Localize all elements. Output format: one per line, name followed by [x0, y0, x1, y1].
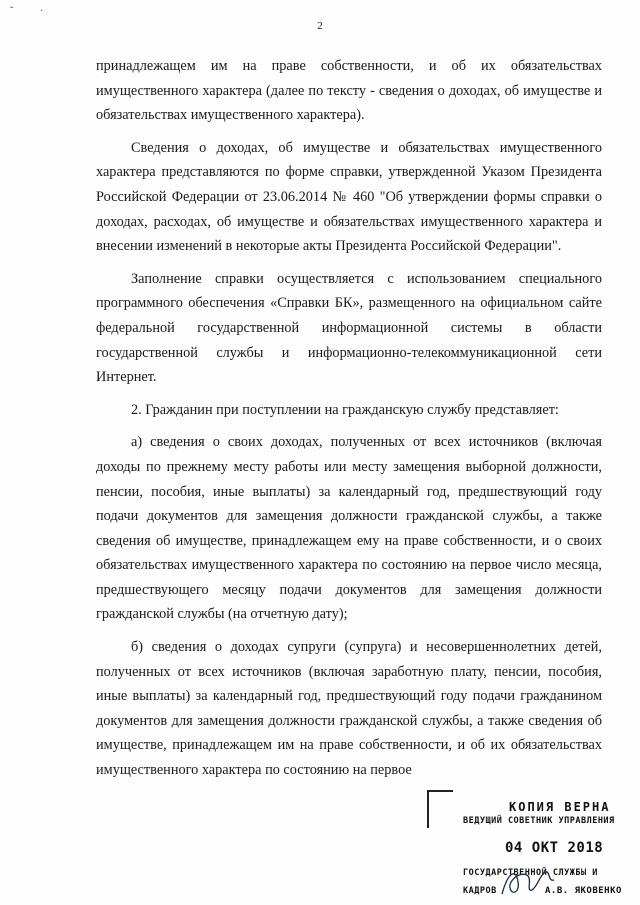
scan-speck: ·: [40, 6, 44, 17]
page-number: 2: [317, 20, 323, 32]
paragraph-clause-2: 2. Гражданин при поступлении на гражданскую службу представляет:: [131, 401, 559, 418]
stamp-department-2: КАДРОВ: [463, 886, 497, 896]
stamp-title: КОПИЯ ВЕРНА: [509, 800, 611, 814]
scan-speck: ˇ: [10, 6, 14, 17]
paragraph-continuation: принадлежащем им на праве собственности, и об их обязательствах имущественного характера (далее по тексту - сведения о доходах, об имуществе и обязательствах имущественного характера).: [96, 58, 602, 124]
paragraph-item-a: а) сведения о своих доходах, полученных от всех источников (включая доходы по прежнему месту работы или месту замещения выборной должности, пенсии, пособия, иные выплаты) за календарный год, предшествующий году подачи документов для замещения должности гражданской службы, а также сведения об имуществе, принадлежащем ему на праве собственности, и о своих обязательствах имущественного характера по состоянию на первое число месяца, предшествующего месяцу подачи документов для замещения должности гражданской службы (на отчетную дату);: [96, 434, 602, 623]
handwritten-signature: [498, 862, 558, 902]
paragraph-software: Заполнение справки осуществляется с использованием специального программного обеспечения «Справки БК», размещенного на официальном сайте федеральной государственной информационной системы в области государственной службы и информационно-телекоммуникационной сети Интернет.: [96, 270, 602, 386]
paragraph-form-reference: Сведения о доходах, об имуществе и обязательствах имущественного характера представляются по форме справки, утвержденной Указом Президента Российской Федерации от 23.06.2014 № 460 "Об утверждении формы справки о доходах, расходах, об имуществе и обязательствах имущественного характера и внесении изменений в некоторые акты Президента Российской Федерации".: [96, 139, 602, 255]
stamp-department: ГОСУДАРСТВЕННОЙ СЛУЖБЫ И: [463, 868, 598, 878]
paragraph-item-b: б) сведения о доходах супруги (супруга) и несовершеннолетних детей, полученных от всех источников (включая заработную плату, пенсии, пособия, иные выплаты) за календарный год, предшествующий году подачи гражданином документов для замещения должности гражданской службы, а также сведения об имуществе, принадлежащем им на праве собственности, и об их обязательствах имущественного характера по состоянию на первое: [96, 639, 602, 779]
stamp-signer: А.В. ЯКОВЕНКО: [545, 886, 622, 896]
stamp-date: 04 ОКТ 2018: [505, 840, 604, 856]
stamp-position: ВЕДУЩИЙ СОВЕТНИК УПРАВЛЕНИЯ: [463, 816, 615, 826]
document-body: [96, 54, 602, 791]
